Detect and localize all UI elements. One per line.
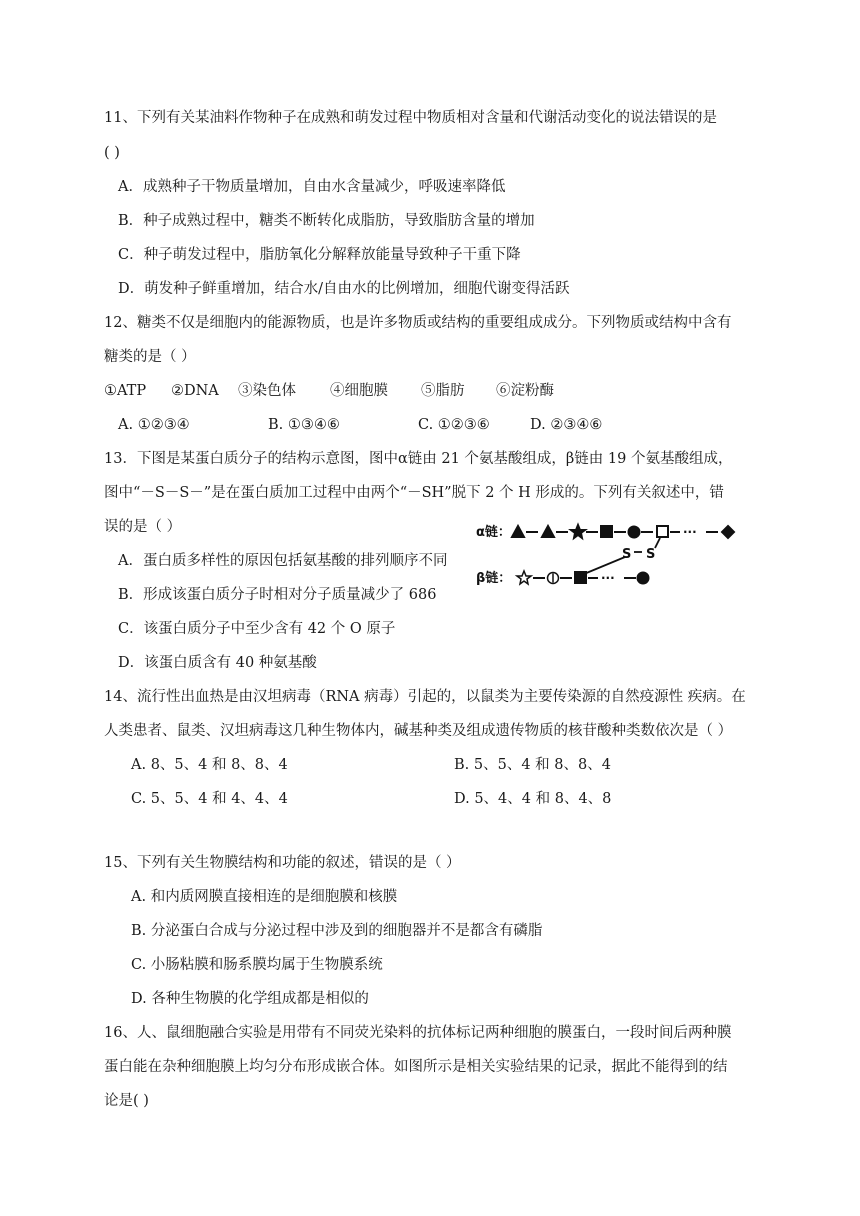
q14-option-b: B. 5、5、4 和 8、8、4 — [454, 757, 611, 773]
q14-option-c: C. 5、5、4 和 4、4、4 — [131, 791, 288, 807]
q11-option-c: C．种子萌发过程中，脂肪氧化分解释放能量导致种子干重下降 — [118, 247, 521, 263]
beta-chain — [517, 571, 649, 584]
circle-icon — [638, 573, 649, 584]
q16-stem: 16、人、鼠细胞融合实验是用带有不同荧光染料的抗体标记两种细胞的膜蛋白，一段时间后两种膜 — [104, 1025, 732, 1041]
beta-ellipsis: ··· — [601, 571, 615, 585]
q12-item-2: ②DNA — [171, 383, 219, 399]
q13-option-b: B．形成该蛋白质分子时相对分子质量减少了 686 — [118, 587, 437, 603]
q11-option-a: A．成熟种子干物质量增加，自由水含量减少，呼吸速率降低 — [118, 179, 506, 195]
circle-icon — [629, 527, 640, 538]
q12-stem: 12、糖类不仅是细胞内的能源物质，也是许多物质或结构的重要组成成分。下列物质或结构中含有 — [104, 315, 732, 331]
alpha-chain-label: α链： — [476, 525, 511, 540]
q13-option-a: A．蛋白质多样性的原因包括氨基酸的排列顺序不同 — [118, 553, 448, 569]
q11-stem-bracket: ( ) — [104, 145, 120, 161]
square-icon — [601, 526, 612, 537]
q12-stem-cont: 糖类的是（ ） — [104, 349, 196, 365]
q13-stem-cont: 图中“－S－S－”是在蛋白质加工过程中由两个“－SH”脱下 2 个 H 形成的。下列有关叙述中，错 — [104, 485, 724, 501]
q14-option-d: D. 5、4、4 和 8、4、8 — [454, 791, 612, 807]
q15-option-b: B. 分泌蛋白合成与分泌过程中涉及到的细胞器并不是都含有磷脂 — [131, 923, 543, 939]
q11-option-b: B．种子成熟过程中，糖类不断转化成脂肪，导致脂肪含量的增加 — [118, 213, 535, 229]
q15-option-d: D. 各种生物膜的化学组成都是相似的 — [131, 991, 369, 1007]
q12-option-b: B. ①③④⑥ — [268, 417, 340, 433]
square-icon — [575, 572, 586, 583]
q15-stem: 15、下列有关生物膜结构和功能的叙述，错误的是（ ） — [104, 855, 461, 871]
q13-stem-cont2: 误的是（ ） — [104, 519, 182, 535]
diamond-icon — [722, 526, 734, 538]
q13-option-d: D．该蛋白质含有 40 种氨基酸 — [118, 655, 317, 671]
hollow-square-icon — [657, 526, 668, 537]
q12-option-a: A. ①②③④ — [118, 417, 190, 433]
alpha-ellipsis: ··· — [683, 525, 697, 539]
triangle-icon — [542, 526, 554, 537]
q12-option-d: D. ②③④⑥ — [530, 417, 603, 433]
q14-stem-cont: 人类患者、鼠类、汉坦病毒这几种生物体内，碱基种类及组成遗传物质的核苷酸种类数依次是（ ） — [104, 723, 733, 739]
q14-stem: 14、流行性出血热是由汉坦病毒（RNA 病毒）引起的，以鼠类为主要传染源的自然疫源性 疾病。在 — [104, 689, 746, 705]
sulfur-label: S — [646, 547, 656, 562]
q12-item-1: ①ATP — [104, 383, 147, 399]
q13-stem: 13．下图是某蛋白质分子的结构示意图，图中α链由 21 个氨基酸组成，β链由 19 个氨基酸组成， — [104, 451, 733, 467]
triangle-icon — [512, 526, 524, 537]
hollow-star-icon — [517, 571, 531, 584]
q11-stem: 11、下列有关某油料作物种子在成熟和萌发过程中物质相对含量和代谢活动变化的说法错误的是 — [104, 110, 717, 126]
q12-option-c: C. ①②③⑥ — [418, 417, 490, 433]
q13-option-c: C．该蛋白质分子中至少含有 42 个 O 原子 — [118, 621, 396, 637]
q12-item-5: ⑤脂肪 — [421, 383, 465, 399]
q12-item-4: ④细胞膜 — [330, 383, 388, 399]
q16-stem-cont2: 论是( ) — [104, 1093, 149, 1109]
q12-item-6: ⑥淀粉酶 — [496, 383, 554, 399]
q12-item-3: ③染色体 — [238, 383, 296, 399]
protein-chain-diagram — [474, 514, 754, 594]
star-icon — [571, 525, 585, 538]
alpha-chain — [512, 525, 734, 538]
beta-chain-label: β链： — [476, 571, 512, 586]
sulfur-label: S — [622, 547, 632, 562]
q16-stem-cont: 蛋白能在杂种细胞膜上均匀分布形成嵌合体。如图所示是相关实验结果的记录，据此不能得到的结 — [104, 1059, 728, 1075]
q15-option-c: C. 小肠粘膜和肠系膜均属于生物膜系统 — [131, 957, 383, 973]
q14-option-a: A. 8、5、4 和 8、8、4 — [131, 757, 288, 773]
q15-option-a: A. 和内质网膜直接相连的是细胞膜和核膜 — [131, 889, 398, 905]
q11-option-d: D．萌发种子鲜重增加，结合水/自由水的比例增加，细胞代谢变得活跃 — [118, 281, 570, 297]
